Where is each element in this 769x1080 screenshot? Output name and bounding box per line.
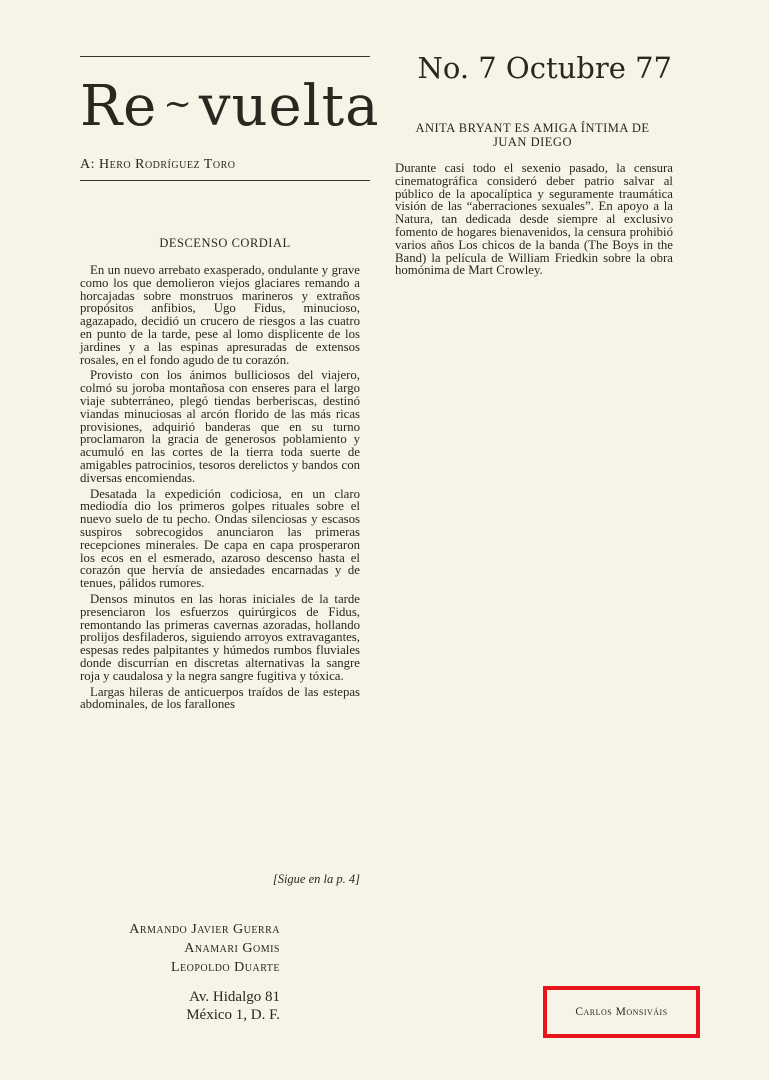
continued-note-text: [Sigue en la p. 4] <box>272 872 360 886</box>
left-article-paragraph: Desatada la expedición codiciosa, en un claro mediodía dio los primeros golpes rituales sobre el nuevo suelo de tu pecho. Ondas silenciosas y escasos suspiros sobrecogidos anunciaron las primeras recepciones minerales. De capa en capa prosperaron los ecos en el esmerado, azaroso descenso hasta el corazón que hervía de ansiedades encarnadas y de tenues, pálidos rumores. <box>80 486 360 591</box>
collaborator-name: Anamari Gomis <box>184 941 280 956</box>
address-block <box>80 988 280 1024</box>
masthead-bottom-rule <box>80 180 370 181</box>
collaborator-name: Leopoldo Duarte <box>170 960 280 975</box>
masthead-title <box>80 74 380 137</box>
left-article-paragraph: Largas hileras de anticuerpos traídos de las estepas abdominales, de los farallones <box>80 684 360 712</box>
left-article-paragraph: En un nuevo arrebato exasperado, ondulante y grave como los que demolieron viejos glaciares remando a horcajadas sobre monstruos marineros y extraños propósitos anfibios, Ugo Fidus, minucioso, agazapado, decidió un crucero de riesgos a las cuatro en punto de la tarde, pese al lomo displicente de los jardines y a las espinas apresuradas de extensos rosales, en el fondo agudo de tu corazón. <box>80 263 360 367</box>
masthead-title-separator: ~ <box>163 84 193 124</box>
masthead-title-b: vuelta <box>198 74 380 139</box>
address-line: México 1, D. F. <box>186 1007 280 1023</box>
continued-note <box>80 872 360 887</box>
highlight-box <box>543 986 700 1038</box>
right-article-title: ANITA BRYANT ES AMIGA ÍNTIMA DE JUAN DIEGO <box>415 121 650 149</box>
masthead-top-rule <box>80 56 370 57</box>
left-article-title: DESCENSO CORDIAL <box>159 236 291 250</box>
left-article-paragraph: Provisto con los ánimos bulliciosos del viajero, colmó su joroba montañosa con enseres para el largo viaje subterráneo, plegó tiendas berberiscas, destinó viandas minuciosas al arcón florido de las más ricas provisiones, adquirió banderas que en su turno proclamaron la gracia de generosos poblamiento y acumuló en las cortes de la tierra toda suerte de amigables patrocinios, tesoros derelictos y bandos con diversas encomiendas. <box>80 368 360 485</box>
right-article-body <box>395 162 673 280</box>
director-line: A: Hero Rodríguez Toro <box>80 157 236 172</box>
right-article-paragraph: Durante casi todo el sexenio pasado, la censura cinematográfica consideró deber patrio salvar al público de la apocalíptica y seguramente traumática visión de las “aberraciones sexuales”. En apoyo a la Natura, tan dedicada desde siempre al exclusivo fomento de hogares bienavenidos, la censura prohibió varios años Los chicos de la banda (The Boys in the Band) la película de William Friedkin sobre la obra homónima de Mart Crowley. <box>395 161 673 278</box>
highlighted-name: Carlos Monsiváis <box>575 1006 668 1018</box>
issue-number: No. 7 Octubre 77 <box>417 51 672 85</box>
masthead-title-a: Re <box>80 74 158 139</box>
left-article-body <box>80 264 360 714</box>
collaborators-list <box>80 920 280 977</box>
address-line: Av. Hidalgo 81 <box>189 989 280 1005</box>
collaborator-name: Armando Javier Guerra <box>129 922 280 937</box>
left-article-paragraph: Densos minutos en las horas iniciales de la tarde presenciaron los esfuerzos quirúrgicos de Fidus, remontando las primeras cavernas azoradas, hollando prolijos desfiladeros, siguiendo arroyos extravagantes, espesas redes palpitantes y húmedos rumbos fluviales donde discurrían en discretas alternativas la sangre roja y caudalosa y la negra sangre fugitiva y tóxica. <box>80 591 360 683</box>
